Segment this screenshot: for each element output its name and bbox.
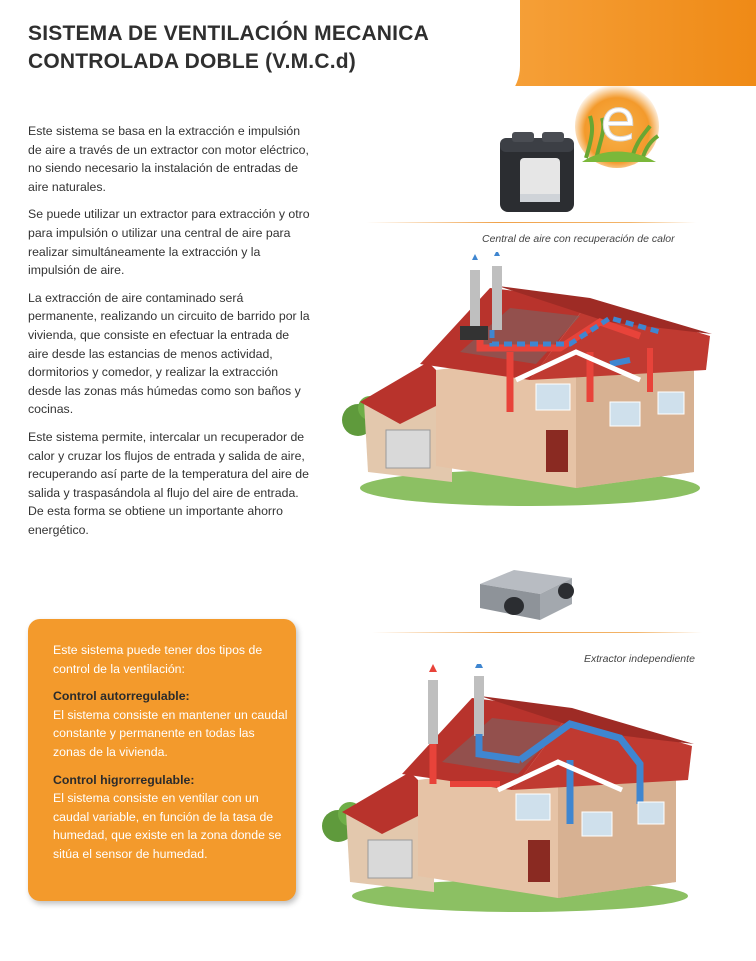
- caption-central-air: Central de aire con recuperación de calor: [482, 233, 675, 245]
- house-heat-recovery-illustration: [340, 252, 720, 508]
- body-paragraph-4: Este sistema permite, intercalar un recuperador de calor y cruzar los flujos de entrada y salida de aire, recuperando así parte de la temperatura del aire de salida y traspasándola al flujo del aire de entrada. De esta forma se obtiene un importante ahorro energético.: [28, 429, 309, 537]
- body-paragraph-1: Este sistema se basa en la extracción e impulsión de aire a través de un extractor con motor eléctrico, no siendo necesario la instalación de entradas de aire naturales.: [28, 124, 309, 194]
- body-paragraph-3: La extracción de aire contaminado será permanente, realizando un circuito de barrido por la vivienda, que consiste en efectuar la entrada de aire desde las estancias de menos actividad, dormitorios y comedor, y realizar la extracción desde las zonas más húmedas como son baños y cocinas.: [28, 290, 310, 417]
- page-title: [28, 20, 429, 76]
- body-text: [28, 122, 310, 548]
- house-extractor-illustration: [320, 664, 700, 914]
- divider-bottom: [372, 632, 702, 633]
- title-line-1: SISTEMA DE VENTILACIÓN MECANICA: [28, 22, 429, 45]
- hygro-regulating-heading: Control higrorregulable:: [53, 772, 195, 787]
- central-air-unit-illustration: [494, 130, 584, 214]
- self-regulating-heading: Control autorregulable:: [53, 689, 190, 704]
- independent-extractor-illustration: [474, 566, 578, 624]
- caption-extractor: Extractor independiente: [584, 653, 695, 665]
- hygro-regulating-text: El sistema consiste en ventilar con un caudal variable, en función de la tasa de humedad, que existe en la zona donde se sitúa el sensor de humedad.: [53, 791, 282, 861]
- energy-e-badge-icon: [572, 78, 662, 168]
- control-types-box: [28, 619, 296, 901]
- title-line-2: CONTROLADA DOBLE (V.M.C.d): [28, 50, 356, 73]
- orange-corner-band: [496, 0, 756, 86]
- control-intro: Este sistema puede tener dos tipos de control de la ventilación:: [53, 643, 263, 676]
- badge-letter: e: [600, 86, 636, 154]
- title-panel: [0, 0, 520, 110]
- body-paragraph-2: Se puede utilizar un extractor para extracción y otro para impulsión o utilizar una central de aire para realizar simultáneamente la extracción y la impulsión de aire.: [28, 207, 310, 278]
- divider-top: [366, 222, 696, 223]
- self-regulating-text: El sistema consiste en mantener un caudal constante y permanente en todas las zonas de la vivienda.: [53, 707, 288, 759]
